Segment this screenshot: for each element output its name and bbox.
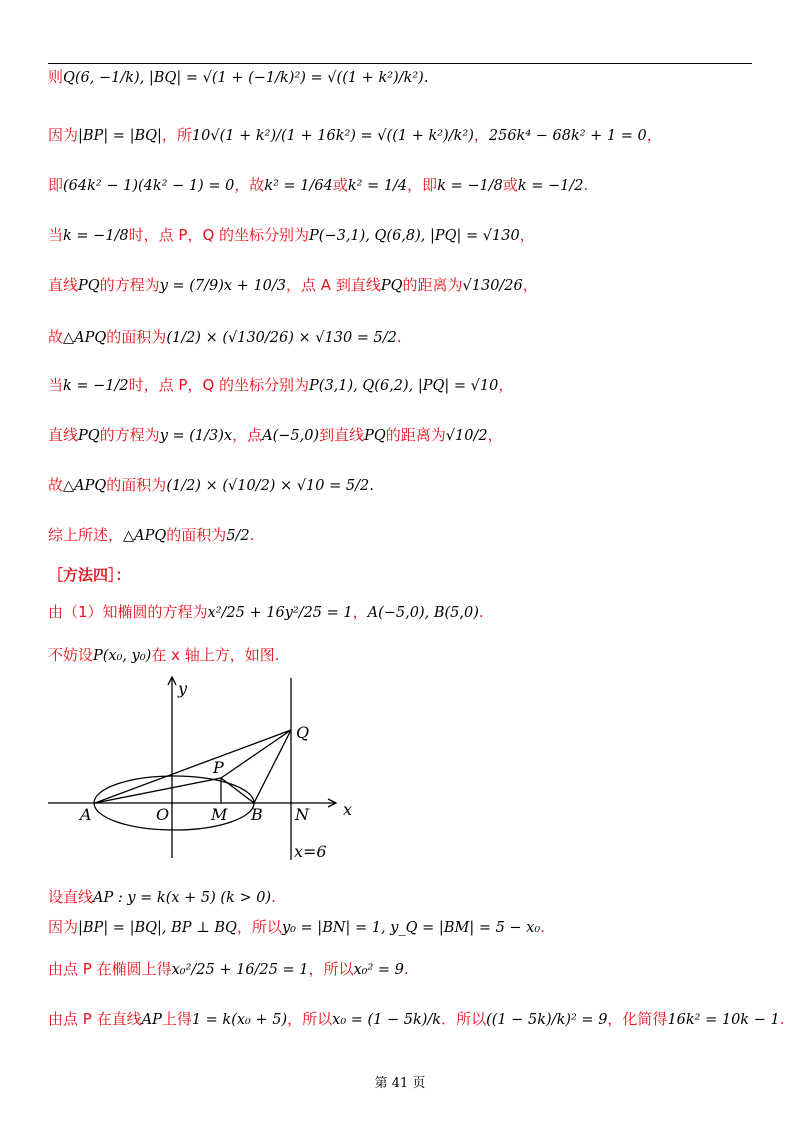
text-line xyxy=(48,70,428,86)
text-run: 的方程为 xyxy=(99,426,160,444)
math-expression: Q(6, −1/k), |BQ| = √(1 + (−1/k)²) = √((1 + k²)/k²) xyxy=(63,70,424,86)
segment-ap xyxy=(95,778,221,803)
text-run: 由点 P 在椭圆上得 xyxy=(48,960,172,978)
text-line xyxy=(48,478,374,494)
text-run: 综上所述， xyxy=(48,526,124,544)
math-expression: PQ xyxy=(380,278,403,294)
label-m: M xyxy=(211,805,228,824)
math-expression: 10√(1 + k²)/(1 + 16k²) = √((1 + k²)/k²) xyxy=(191,128,474,144)
text-line xyxy=(48,278,538,294)
math-expression: △APQ xyxy=(123,528,167,544)
math-expression: AP : y = k(x + 5) (k > 0) xyxy=(93,890,272,906)
math-expression: P(3,1), Q(6,2), |PQ| = √10 xyxy=(309,378,499,394)
math-expression: △APQ xyxy=(63,478,107,494)
text-run: . xyxy=(583,176,589,194)
text-run: 的距离为 xyxy=(385,426,446,444)
ellipse xyxy=(94,776,254,830)
text-run: 的面积为 xyxy=(106,328,167,346)
math-expression: y₀ = |BN| = 1, y_Q = |BM| = 5 − x₀ xyxy=(281,920,541,936)
label-o: O xyxy=(156,805,170,824)
text-run: 当 xyxy=(48,376,64,394)
text-run: ，点 xyxy=(232,426,263,444)
math-expression: P(−3,1), Q(6,8), |PQ| = √130 xyxy=(309,228,520,244)
header-rule xyxy=(48,63,752,64)
math-expression: |BP| = |BQ|, BP ⊥ BQ xyxy=(78,920,237,936)
math-expression: △APQ xyxy=(63,330,107,346)
math-expression: A(−5,0) xyxy=(262,428,320,444)
text-run: 故 xyxy=(48,328,64,346)
math-expression: k = −1/8 xyxy=(63,228,129,244)
text-run: ， xyxy=(519,226,535,244)
text-run: 故 xyxy=(48,476,64,494)
text-run: . xyxy=(478,603,484,621)
label-n: N xyxy=(295,805,309,824)
text-run: 由（1）知椭圆的方程为 xyxy=(48,603,208,621)
text-run: 时，点 P，Q 的坐标分别为 xyxy=(128,376,310,394)
math-expression: y = (7/9)x + 10/3 xyxy=(159,278,287,294)
text-run: 因为 xyxy=(48,918,79,936)
text-line xyxy=(48,330,402,346)
text-run: ， xyxy=(352,603,368,621)
math-expression: 256k⁴ − 68k² + 1 = 0 xyxy=(488,128,647,144)
math-expression: 16k² = 10k − 1 xyxy=(667,1012,780,1028)
text-line xyxy=(48,128,662,144)
text-run: 在 x 轴上方，如图. xyxy=(151,646,280,664)
math-expression: . xyxy=(369,478,374,494)
text-run: 或 xyxy=(332,176,348,194)
text-line xyxy=(48,1012,784,1028)
math-expression: x²/25 + 16y²/25 = 1 xyxy=(207,605,353,621)
text-run: ，化简得 xyxy=(607,1010,668,1028)
x-axis-arrow xyxy=(328,799,336,807)
math-expression: |BP| = |BQ| xyxy=(78,128,162,144)
page-number: 第 41 页 xyxy=(374,1076,426,1091)
text-run: 上得 xyxy=(161,1010,192,1028)
math-expression: k² = 1/4 xyxy=(347,178,408,194)
math-expression: P(x₀, y₀) xyxy=(93,648,152,664)
text-line xyxy=(48,605,484,621)
text-run: 或 xyxy=(502,176,518,194)
text-run: ， xyxy=(498,376,514,394)
text-line xyxy=(48,528,254,544)
math-expression: 5/2 xyxy=(226,528,250,544)
math-expression: x₀ = (1 − 5k)/k xyxy=(332,1012,442,1028)
text-run: . xyxy=(779,1010,785,1028)
text-run: . xyxy=(396,328,402,346)
text-line xyxy=(48,962,409,978)
math-expression: k = −1/8 xyxy=(437,178,503,194)
math-expression: 1 = k(x₀ + 5) xyxy=(191,1012,288,1028)
math-expression: ((1 − 5k)/k)² = 9 xyxy=(486,1012,608,1028)
text-run: 则 xyxy=(48,68,64,86)
math-expression: (1/2) × (√10/2) × √10 = 5/2 xyxy=(166,478,370,494)
label-y: y xyxy=(178,679,188,698)
text-run: . xyxy=(271,888,276,906)
math-expression: PQ xyxy=(78,428,100,444)
label-a: A xyxy=(80,805,92,824)
math-expression: √130/26 xyxy=(462,278,523,294)
math-expression: k² = 1/64 xyxy=(264,178,333,194)
text-line xyxy=(48,890,276,906)
math-expression: AP xyxy=(141,1012,162,1028)
math-expression: (1/2) × (√130/26) × √130 = 5/2 xyxy=(166,330,397,346)
text-run: 的距离为 xyxy=(402,276,463,294)
text-run: . xyxy=(403,960,409,978)
math-expression: (64k² − 1)(4k² − 1) = 0 xyxy=(63,178,235,194)
segment-aq xyxy=(95,730,291,803)
text-run: ［方法四］： xyxy=(48,566,131,584)
text-run: 由点 P 在直线 xyxy=(48,1010,142,1028)
math-expression: x₀²/25 + 16/25 = 1 xyxy=(171,962,309,978)
text-run: ， xyxy=(522,276,538,294)
label-line-eq: x=6 xyxy=(294,842,327,861)
text-run: ，所 xyxy=(161,126,192,144)
text-run: . xyxy=(249,526,255,544)
math-expression: PQ xyxy=(364,428,386,444)
segment-bq xyxy=(254,730,291,803)
label-p: P xyxy=(213,758,224,777)
text-line xyxy=(48,178,588,194)
math-expression: √10/2 xyxy=(445,428,488,444)
text-line xyxy=(48,428,503,444)
label-x: x xyxy=(343,800,353,819)
text-run: ，所以 xyxy=(236,918,282,936)
text-run: ，即 xyxy=(407,176,438,194)
text-run: 时，点 P，Q 的坐标分别为 xyxy=(128,226,310,244)
text-line xyxy=(48,920,545,936)
text-run: . xyxy=(540,918,545,936)
text-line xyxy=(48,228,535,244)
text-run: ， xyxy=(487,426,503,444)
text-run: 的方程为 xyxy=(99,276,160,294)
text-run: 当 xyxy=(48,226,64,244)
label-b: B xyxy=(251,805,263,824)
text-run: 的面积为 xyxy=(106,476,167,494)
text-run: 不妨设 xyxy=(48,646,94,664)
math-expression: PQ xyxy=(78,278,100,294)
text-line xyxy=(48,568,131,583)
math-expression: k = −1/2 xyxy=(63,378,129,394)
text-run: 直线 xyxy=(48,426,79,444)
text-run: ， xyxy=(473,126,489,144)
y-axis-arrow xyxy=(168,677,176,685)
math-expression: . xyxy=(423,70,429,86)
label-q: Q xyxy=(296,723,310,742)
math-expression: A(−5,0), B(5,0) xyxy=(367,605,479,621)
text-run: 到直线 xyxy=(319,426,365,444)
text-run: ．所以 xyxy=(441,1010,487,1028)
math-expression: x₀² = 9 xyxy=(353,962,404,978)
text-run: ，所以 xyxy=(287,1010,333,1028)
text-run: ，点 A 到直线 xyxy=(286,276,381,294)
text-run: 即 xyxy=(48,176,64,194)
text-run: 直线 xyxy=(48,276,79,294)
text-run: 的面积为 xyxy=(166,526,227,544)
text-run: ，故 xyxy=(234,176,265,194)
segment-pb xyxy=(221,778,254,803)
segment-pq xyxy=(221,730,291,778)
text-run: 设直线 xyxy=(48,888,94,906)
text-run: ， xyxy=(646,126,662,144)
math-expression: k = −1/2 xyxy=(517,178,584,194)
text-line xyxy=(48,648,280,664)
math-expression: y = (1/3)x xyxy=(159,428,233,444)
text-line xyxy=(48,378,513,394)
text-run: 因为 xyxy=(48,126,79,144)
text-run: ，所以 xyxy=(308,960,354,978)
